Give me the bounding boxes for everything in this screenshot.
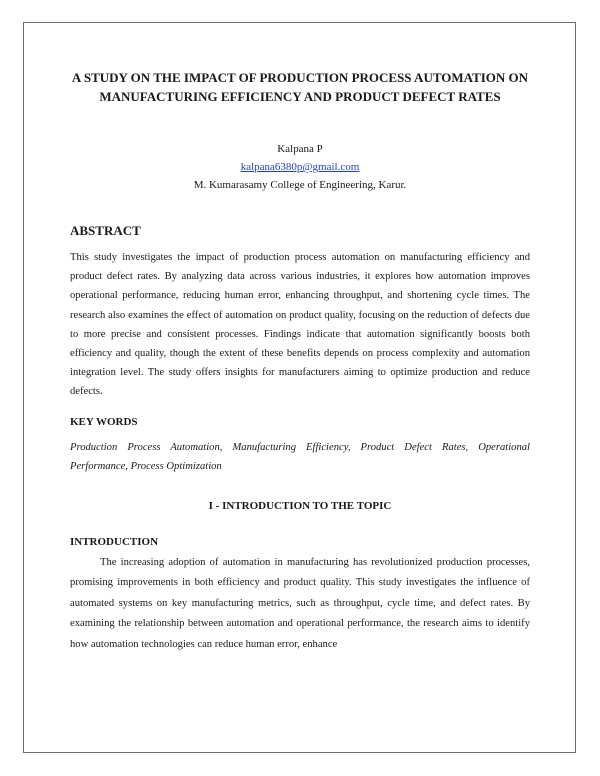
paper-title: A STUDY ON THE IMPACT OF PRODUCTION PROCESS AUTOMATION ON MANUFACTURING EFFICIENCY AND PRODUCT DEFECT RATES <box>71 70 529 104</box>
author-name: Kalpana P <box>277 143 323 155</box>
author-affiliation: M. Kumarasamy College of Engineering, Karur. <box>193 179 407 191</box>
keywords-text: Production Process Automation, Manufacturing Efficiency, Product Defect Rates, Operational Performance, Process Optimization <box>70 441 530 472</box>
author-email-link[interactable]: kalpana6380p@gmail.com <box>240 161 360 173</box>
keywords-heading: KEY WORDS <box>70 415 138 428</box>
introduction-heading: INTRODUCTION <box>70 536 159 549</box>
abstract-heading: ABSTRACT <box>70 223 141 238</box>
paper-page <box>70 68 530 655</box>
abstract-text: This study investigates the impact of production process automation on manufacturing efficiency and product defect rates. By analyzing data across various industries, it explores how automation improves operational performance, reducing human error, enhancing throughput, and shortening cycle times. The research also examines the effect of automation on product quality, focusing on the reduction of defects due to more precise and consistent processes. Findings indicate that automation significantly boosts both efficiency and quality, though the extent of these benefits depends on process complexity and automation integration level. The study offers insights for manufacturers aiming to optimize production and reduce defects. <box>70 252 530 398</box>
section-title: I - INTRODUCTION TO THE TOPIC <box>208 500 392 513</box>
introduction-text: The increasing adoption of automation in manufacturing has revolutionized production processes, promising improvements in both efficiency and product quality. This study investigates the influence of automated systems on key manufacturing metrics, such as throughput, cycle time, and defect rates. By examining the relationship between automation and operational performance, the research aims to identify how automation technologies can reduce human error, enhance <box>70 557 530 650</box>
author-block <box>70 140 530 194</box>
